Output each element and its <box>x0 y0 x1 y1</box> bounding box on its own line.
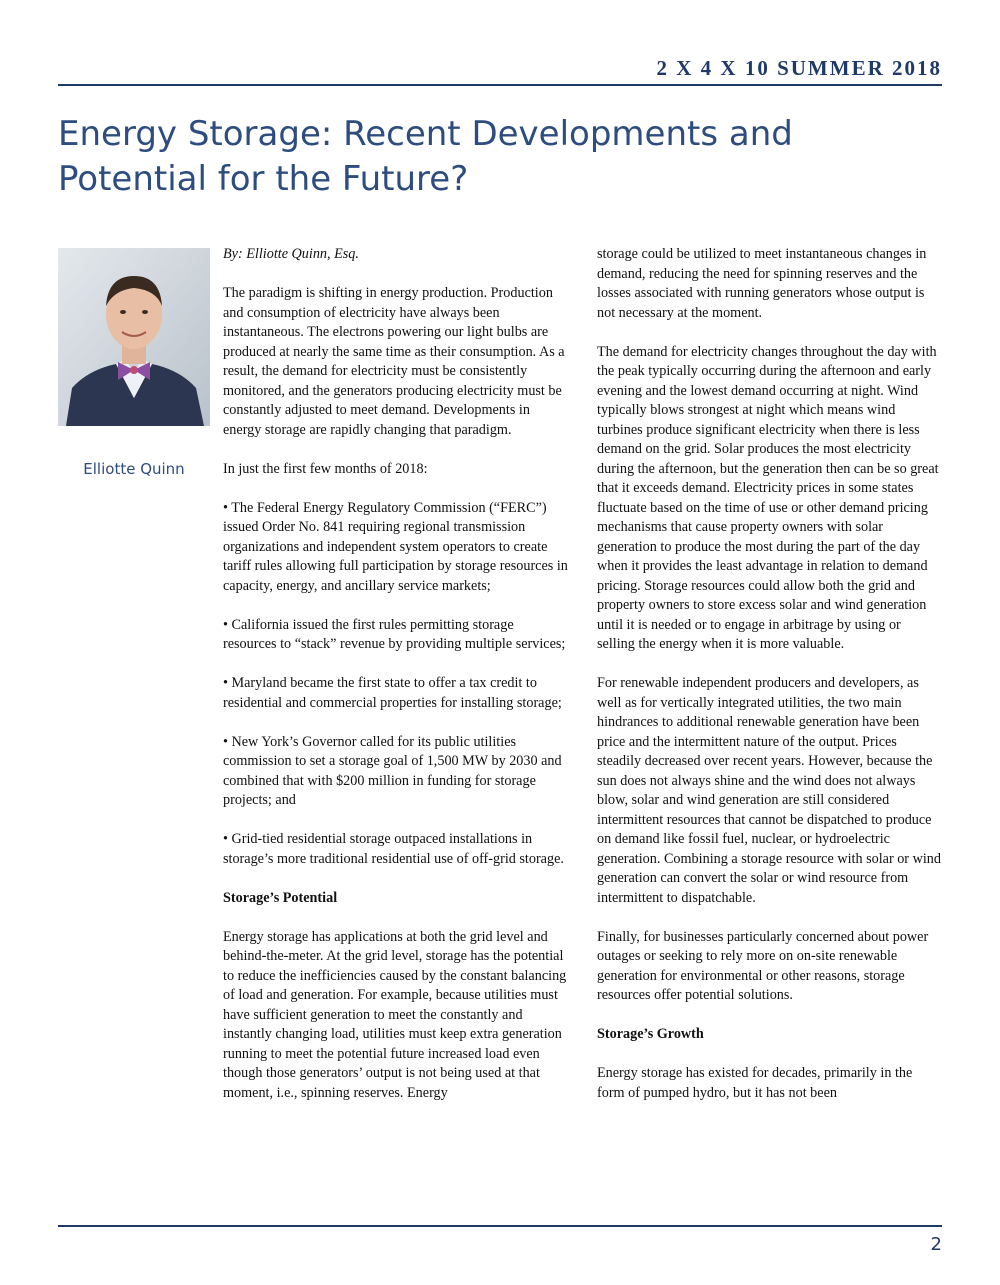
photo-caption: Elliotte Quinn <box>83 460 185 478</box>
bottom-divider <box>58 1225 942 1227</box>
paragraph: Energy storage has existed for decades, primarily in the form of pumped hydro, but it has not been <box>597 1065 913 1101</box>
byline: By: Elliotte Quinn, Esq. <box>223 246 359 262</box>
bullet-item: • The Federal Energy Regulatory Commission (“FERC”) issued Order No. 841 requiring regional transmission organizations and independent system operators to create tariff rules allowing full participation by storage resources in capacity, energy, and ancillary service markets; <box>223 499 568 594</box>
section-heading: Storage’s Potential <box>223 889 338 906</box>
paragraph: In just the first few months of 2018: <box>223 460 428 477</box>
paragraph: The demand for electricity changes throughout the day with the peak typically occurring during the afternoon and early evening and the lowest demand occurring at night. Wind typically blows strongest at night which means wind turbines produce significant electricity when there is less demand on the grid. Solar produces the most electricity during the afternoon, but the generation then can be so great that it exceeds demand. Electricity prices in some states fluctuate based on the time of use or other demand pricing mechanisms that cause property owners with solar generation to produce the most during the part of the day when it provides the least advantage in relation to demand pricing. Storage resources could allow both the grid and property owners to store excess solar and wind generation until it is needed or to engage in arbitrage by using or selling the energy when it is more valuable. <box>597 343 939 652</box>
article-title: Energy Storage: Recent Developments and Potential for the Future? <box>58 114 793 199</box>
bullet-item: • New York’s Governor called for its public utilities commission to set a storage goal of 1,500 MW by 2030 and combined that with $200 million in funding for storage projects; and <box>223 733 562 808</box>
bullet-item: • Maryland became the first state to offer a tax credit to residential and commercial properties for installing storage; <box>223 675 562 711</box>
section-heading: Storage’s Growth <box>597 1026 704 1042</box>
author-photo <box>58 248 210 426</box>
paragraph: The paradigm is shifting in energy production. Production and consumption of electricity have always been instantaneous. The electrons powering our light bulbs are produced at nearly the same time as their consumption. As a result, the demand for electricity must be consistently monitored, and the generators producing electricity must be constantly adjusted to meet demand. Developments in energy storage are rapidly changing that paradigm. <box>223 285 565 438</box>
paragraph: Finally, for businesses particularly concerned about power outages or seeking to rely more on on-site renewable generation for environmental or other reasons, storage resources offer potential solutions. <box>597 928 929 1003</box>
article-column-2 <box>597 245 942 1103</box>
paragraph: For renewable independent producers and developers, as well as for vertically integrated utilities, the two main hindrances to additional renewable generation have been price and the intermittent nature of the output. Prices steadily decreased over recent years. However, because the sun does not always shine and the wind does not always blow, solar and wind generation are still considered intermittent resources that cannot be dispatched to produce on demand like fossil fuel, nuclear, or hydroelectric generation. Combining a storage resource with solar or wind generation can convert the solar or wind resource from intermittent to dispatchable. <box>597 675 941 906</box>
paragraph: storage could be utilized to meet instantaneous changes in demand, reducing the need for spinning reserves and the losses associated with running generators whose output is not necessary at the moment. <box>597 246 927 321</box>
bullet-item: • Grid-tied residential storage outpaced installations in storage’s more traditional residential use of off-grid storage. <box>223 831 564 867</box>
page-number: 2 <box>930 1234 942 1255</box>
bullet-item: • California issued the first rules permitting storage resources to “stack” revenue by providing multiple services; <box>223 616 566 652</box>
article-column-1 <box>223 245 568 1103</box>
paragraph: Energy storage has applications at both the grid level and behind-the-meter. At the grid level, storage has the potential to reduce the inefficiencies caused by the constant balancing of load and generation. For example, because utilities must have sufficient generation to meet the constantly and instantly changing load, utilities must keep extra generation running to meet the potential future increased load even though those generators’ output is not being used at that moment, i.e., spinning reserves. Energy <box>223 928 567 1101</box>
masthead: 2 X 4 X 10 SUMMER 2018 <box>656 56 942 80</box>
top-divider <box>58 84 942 86</box>
